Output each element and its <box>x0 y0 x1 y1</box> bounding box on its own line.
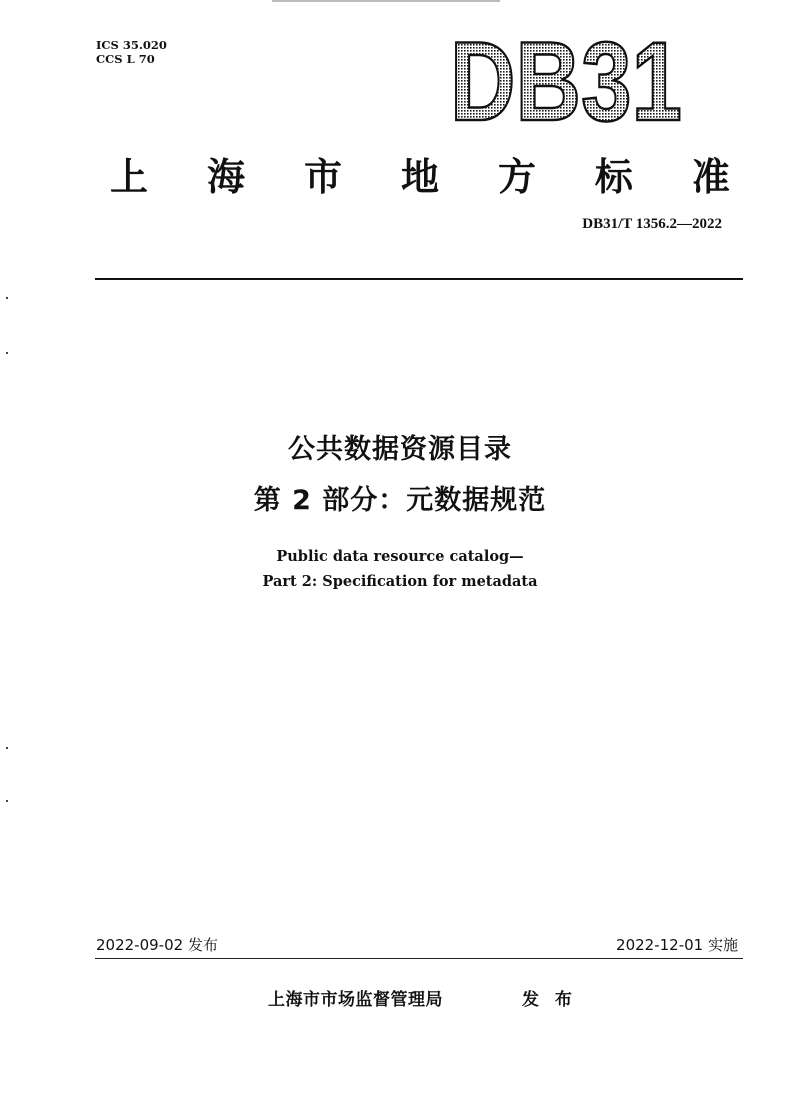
margin-mark <box>6 297 8 299</box>
footer-divider <box>95 958 743 959</box>
document-title-en-line1: Public data resource catalog— <box>276 548 524 565</box>
header-divider <box>95 278 743 280</box>
margin-mark <box>6 800 8 802</box>
document-title-zh-line1: 公共数据资源目录 <box>288 434 512 465</box>
standard-type-title <box>110 148 730 198</box>
ccs-code: CCS L 70 <box>96 52 155 66</box>
publisher-name: 上海市市场监督管理局 <box>268 990 443 1010</box>
effective-date: 2022-12-01 实施 <box>616 936 738 954</box>
standard-title-char: 市 <box>303 154 342 199</box>
document-title-en-line2: Part 2: Specification for metadata <box>262 573 538 590</box>
margin-mark <box>6 747 8 749</box>
ics-code: ICS 35.020 <box>96 38 167 52</box>
standard-title-char: 地 <box>400 154 439 199</box>
document-title-zh-line2: 第 2 部分：元数据规范 <box>253 485 547 516</box>
publish-date: 2022-09-02 发布 <box>96 936 218 954</box>
logo-text: DB31 <box>450 19 682 144</box>
publish-label: 发 布 <box>522 990 577 1010</box>
margin-mark <box>6 352 8 354</box>
classification-codes <box>96 38 167 66</box>
standard-title-char: 准 <box>691 154 730 199</box>
standard-title-char: 上 <box>110 154 149 199</box>
standard-title-char: 方 <box>497 154 536 199</box>
standard-number: DB31/T 1356.2—2022 <box>582 216 722 232</box>
scan-artifact <box>272 0 500 2</box>
db31-logo <box>446 19 686 144</box>
standard-title-char: 海 <box>206 154 245 199</box>
standard-title-char: 标 <box>594 154 633 199</box>
